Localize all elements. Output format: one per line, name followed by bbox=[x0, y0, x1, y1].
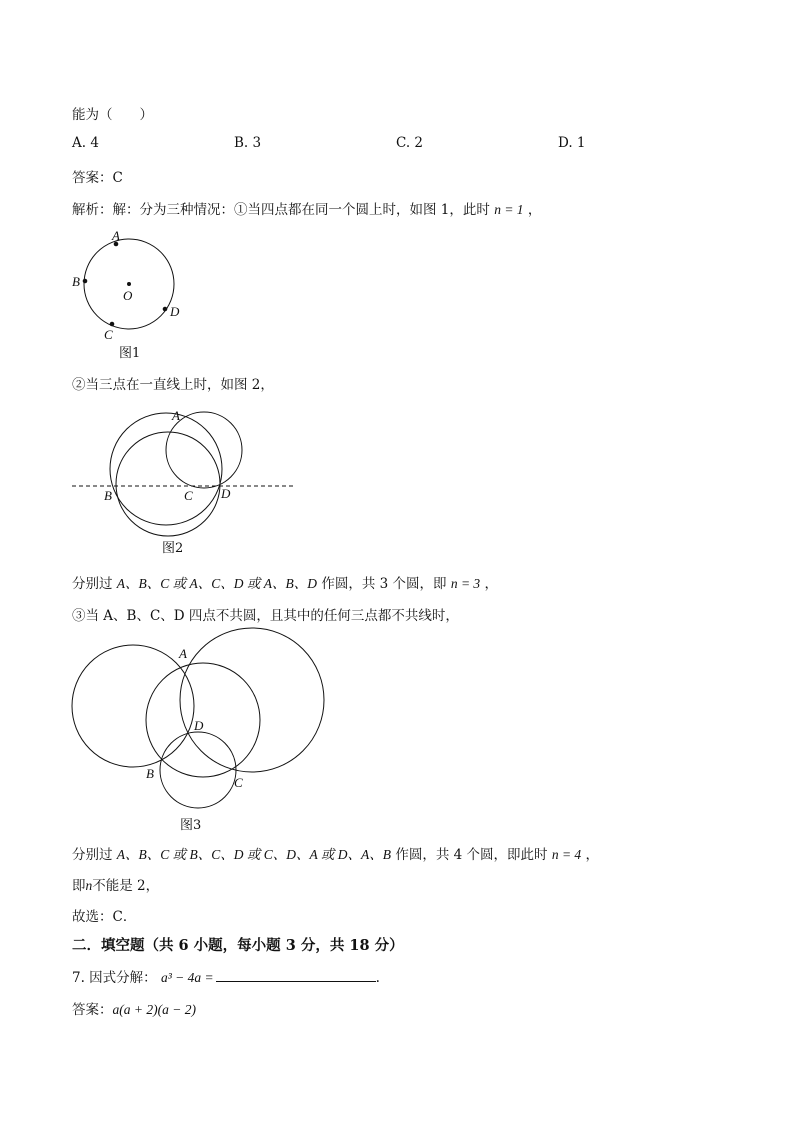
fig1-point-o bbox=[127, 282, 131, 286]
option-a: A. 4 bbox=[72, 135, 99, 151]
option-d: D. 1 bbox=[558, 135, 586, 151]
q7-answer-expr: a(a + 2)(a − 2) bbox=[112, 1002, 196, 1017]
analysis-lead-math: n = 1 bbox=[494, 202, 524, 217]
case-2-middle: 作圆，共 3 个圆，即 bbox=[321, 576, 447, 592]
q7-end: . bbox=[375, 970, 380, 986]
fig3-circle-abd bbox=[72, 645, 194, 767]
fig1-label-c: C bbox=[104, 327, 113, 342]
conclusion-line bbox=[72, 874, 159, 894]
conclusion-tail: 不能是 2， bbox=[92, 878, 160, 894]
case-3-tail: ， bbox=[585, 847, 599, 863]
fig2-label-a: A bbox=[172, 408, 180, 423]
analysis-lead-tail: ， bbox=[527, 202, 542, 218]
section-2-title: 二．填空题（共 6 小题，每小题 3 分，共 18 分） bbox=[72, 937, 404, 954]
figure-1 bbox=[66, 226, 196, 360]
case-3-text: ③当 A、B、C、D 四点不共圆，且其中的任何三点都不共线时， bbox=[72, 608, 459, 624]
q7-answer-line bbox=[72, 998, 196, 1018]
q7-expr: a³ − 4a = bbox=[160, 970, 214, 985]
case-2-math: n = 3 bbox=[450, 576, 481, 591]
answer-line: 答案：C bbox=[72, 170, 123, 186]
fig1-caption: 图1 bbox=[119, 346, 141, 361]
fig2-label-d: D bbox=[221, 486, 231, 501]
case-2-result bbox=[72, 572, 498, 592]
q7-answer-label: 答案： bbox=[72, 1002, 113, 1018]
fig1-label-b: B bbox=[72, 274, 80, 289]
fig3-label-a: A bbox=[179, 646, 187, 661]
fig3-label-c: C bbox=[234, 775, 243, 790]
case-3-prefix: 分别过 bbox=[72, 847, 113, 863]
case-3-math: n = 4 bbox=[551, 847, 582, 862]
choose-line: 故选：C． bbox=[72, 909, 137, 925]
fig3-label-b: B bbox=[146, 766, 154, 781]
case-2-sets: A、B、C 或 A、C、D 或 A、B、D bbox=[116, 576, 318, 591]
q7-number: 7. 因式分解： bbox=[72, 970, 157, 986]
fig1-point-d bbox=[163, 307, 168, 312]
option-b: B. 3 bbox=[234, 135, 262, 151]
figure-3 bbox=[66, 624, 332, 810]
case-2-prefix: 分别过 bbox=[72, 576, 113, 592]
case-3-middle: 作圆，共 4 个圆，即此时 bbox=[395, 847, 548, 863]
case-3-result bbox=[72, 843, 599, 863]
fig3-circle-acd bbox=[180, 628, 324, 772]
option-c: C. 2 bbox=[396, 135, 424, 151]
fig3-circle-bcd bbox=[160, 732, 236, 808]
fig2-circle-abd bbox=[116, 432, 220, 536]
conclusion-var: n bbox=[85, 878, 93, 893]
fig2-caption: 图2 bbox=[162, 541, 184, 556]
q7-answer-blank[interactable] bbox=[216, 969, 376, 982]
case-2-text: ②当三点在一直线上时，如图 2， bbox=[72, 377, 274, 393]
fig2-label-c: C bbox=[184, 488, 193, 503]
analysis-lead bbox=[72, 198, 541, 218]
question-tail: 能为（ ） bbox=[72, 107, 153, 123]
fig2-circle-acd bbox=[166, 412, 242, 488]
fig1-label-o: O bbox=[123, 288, 133, 303]
fig1-label-d: D bbox=[170, 304, 180, 319]
conclusion-prefix: 即 bbox=[72, 878, 86, 894]
figure-2 bbox=[66, 402, 302, 538]
fig2-circle-abc bbox=[110, 413, 222, 525]
analysis-lead-text: 解析：解：分为三种情况：①当四点都在同一个圆上时，如图 1，此时 bbox=[72, 202, 490, 218]
fig1-point-c bbox=[110, 322, 115, 327]
case-3-sets: A、B、C 或 B、C、D 或 C、D、A 或 D、A、B bbox=[116, 847, 392, 862]
fig1-label-a: A bbox=[112, 228, 120, 243]
fig3-caption: 图3 bbox=[180, 818, 202, 833]
case-2-tail: ， bbox=[484, 576, 498, 592]
fig2-label-b: B bbox=[104, 488, 112, 503]
fig1-point-b bbox=[83, 279, 88, 284]
fig3-label-d: D bbox=[194, 718, 204, 733]
question-7 bbox=[72, 966, 380, 986]
